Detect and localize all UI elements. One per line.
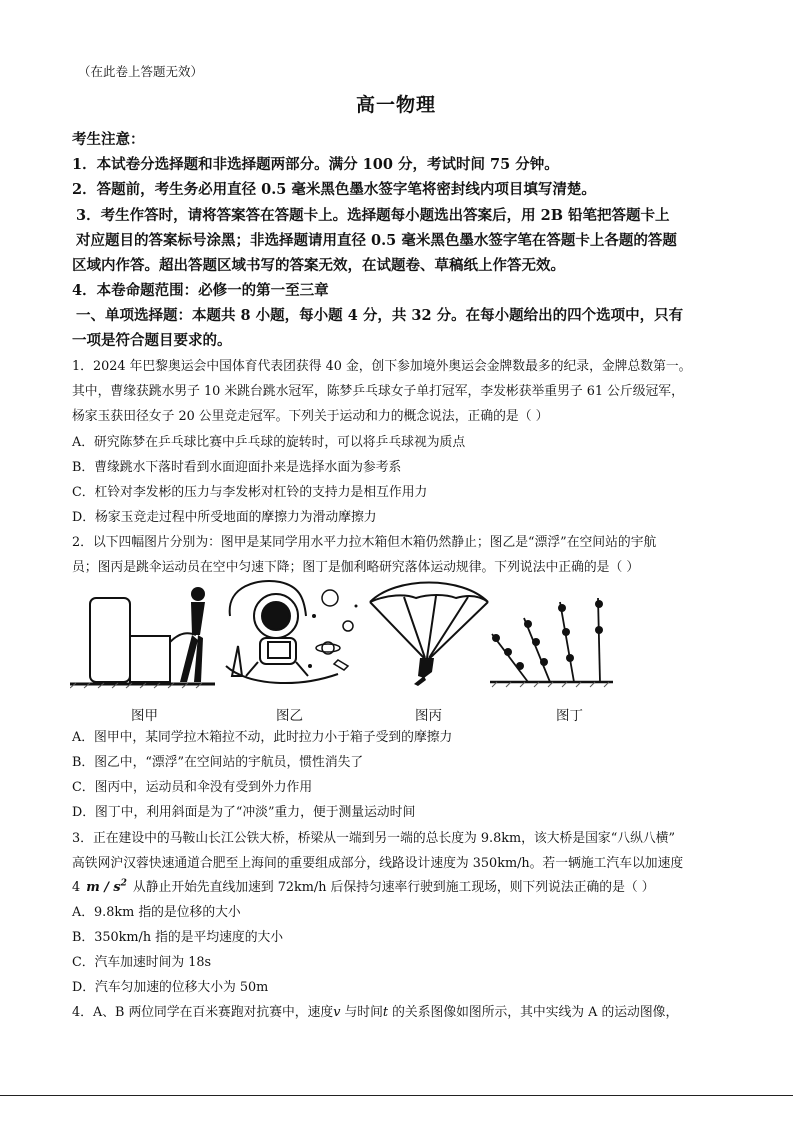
- q3-accel-value: 4: [72, 880, 81, 895]
- q3-stem-suffix: 从静止开始先直线加速到 72km/h 后保持匀速率行驶到施工现场，则下列说法正确的是（ ）: [132, 880, 655, 895]
- notice-item: 3．考生作答时，请将答案答在答题卡上。选择题每小题选出答案后，用 2B 铅笔把答题卡上: [76, 207, 670, 224]
- q1-stem: 1．2024 年巴黎奥运会中国体育代表团获得 40 金，创下参加境外奥运会金牌数最多的纪录，金牌总数第一。: [72, 359, 692, 374]
- q1-option-a: A．研究陈梦在乒乓球比赛中乒乓球的旋转时，可以将乒乓球视为质点: [72, 435, 466, 450]
- notice-item: 4．本卷命题范围：必修一的第一至三章: [72, 282, 329, 299]
- q2-stem: 员；图丙是跳伞运动员在空中匀速下降；图丁是伽利略研究落体运动规律。下列说法中正确的是（ ）: [72, 560, 640, 575]
- q1-stem: 杨家玉获田径女子 20 公里竞走冠军。下列关于运动和力的概念说法，正确的是（ ）: [72, 409, 549, 424]
- q3-stem: 高铁网沪汉蓉快速通道合肥至上海间的重要组成部分，线路设计速度为 350km/h。若一辆施工汽车以加速度: [72, 856, 684, 871]
- q3-stem: 3．正在建设中的马鞍山长江公铁大桥，桥梁从一端到另一端的总长度为 9.8km，该大桥是国家“八纵八横”: [72, 831, 676, 846]
- figure-yi-astronaut: [218, 576, 368, 694]
- caption-ding: 图丁: [556, 708, 583, 724]
- caption-jia: 图甲: [131, 708, 158, 724]
- q3-option-d: D．汽车匀加速的位移大小为 50m: [72, 980, 269, 995]
- figure-bing-parachute: [366, 580, 494, 690]
- q3-accel-unit: [86, 880, 127, 895]
- notice-heading: 考生注意：: [72, 131, 145, 148]
- section-heading: 一、单项选择题：本题共 8 小题，每小题 4 分，共 32 分。在每小题给出的四个选项中，只有: [76, 307, 684, 324]
- q1-option-d: D．杨家玉竞走过程中所受地面的摩擦力为滑动摩擦力: [72, 510, 377, 525]
- notice-item: 对应题目的答案标号涂黑；非选择题请用直径 0.5 毫米黑色墨水签字笔在答题卡上各题的答题: [76, 232, 677, 249]
- notice-item: 区域内作答。超出答题区域书写的答案无效，在试题卷、草稿纸上作答无效。: [72, 257, 565, 274]
- figure-jia-box-pull: [70, 580, 220, 690]
- q2-option-c: C．图丙中，运动员和伞没有受到外力作用: [72, 780, 313, 795]
- q1-option-c: C．杠铃对李发彬的压力与李发彬对杠铃的支持力是相互作用力: [72, 485, 428, 500]
- q2-option-d: D．图丁中，利用斜面是为了“冲淡”重力，便于测量运动时间: [72, 805, 416, 820]
- q4-text: 与时间: [340, 1005, 383, 1020]
- q2-stem: 2．以下四幅图片分别为：图甲是某同学用水平力拉木箱但木箱仍然静止；图乙是“漂浮”在空间站的宇航: [72, 535, 657, 550]
- q4-var-t: t: [382, 1005, 389, 1020]
- q2-option-b: B．图乙中，“漂浮”在空间站的宇航员，惯性消失了: [72, 755, 364, 770]
- q3-option-b: B．350km/h 指的是平均速度的大小: [72, 930, 284, 945]
- q3-option-a: A．9.8km 指的是位移的大小: [72, 905, 241, 920]
- header-note: （在此卷上答题无效）: [78, 64, 204, 79]
- figure-ding-inclined-planes: [488, 580, 618, 690]
- q4-text: 的关系图像如图所示，其中实线为 A 的运动图像，: [388, 1005, 679, 1020]
- q4-var-v: v: [333, 1005, 341, 1020]
- q4-text: 4．A、B 两位同学在百米赛跑对抗赛中，速度: [72, 1005, 334, 1020]
- notice-item: 2．答题前，考生务必用直径 0.5 毫米黑色墨水签字笔将密封线内项目填写清楚。: [72, 181, 596, 198]
- q1-stem: 其中，曹缘获跳水男子 10 米跳台跳水冠军，陈梦乒乓球女子单打冠军，李发彬获举重男子 61 公斤级冠军，: [72, 384, 684, 399]
- section-heading-cont: 一项是符合题目要求的。: [72, 332, 232, 349]
- q3-option-c: C．汽车加速时间为 18s: [72, 955, 212, 970]
- q3-stem-line3: [72, 876, 655, 895]
- q2-option-a: A．图甲中，某同学拉木箱拉不动，此时拉力小于箱子受到的摩擦力: [72, 730, 453, 745]
- caption-bing: 图丙: [415, 708, 442, 724]
- page-bottom-rule: [0, 1095, 793, 1096]
- unit-exponent: 2: [120, 878, 127, 889]
- page-title: 高一物理: [356, 94, 437, 116]
- caption-yi: 图乙: [276, 708, 303, 724]
- q1-option-b: B．曹缘跳水下落时看到水面迎面扑来是选择水面为参考系: [72, 460, 402, 475]
- unit-text: m / s: [86, 880, 121, 895]
- q4-stem: [72, 1001, 678, 1020]
- notice-item: 1．本试卷分选择题和非选择题两部分。满分 100 分，考试时间 75 分钟。: [72, 156, 559, 173]
